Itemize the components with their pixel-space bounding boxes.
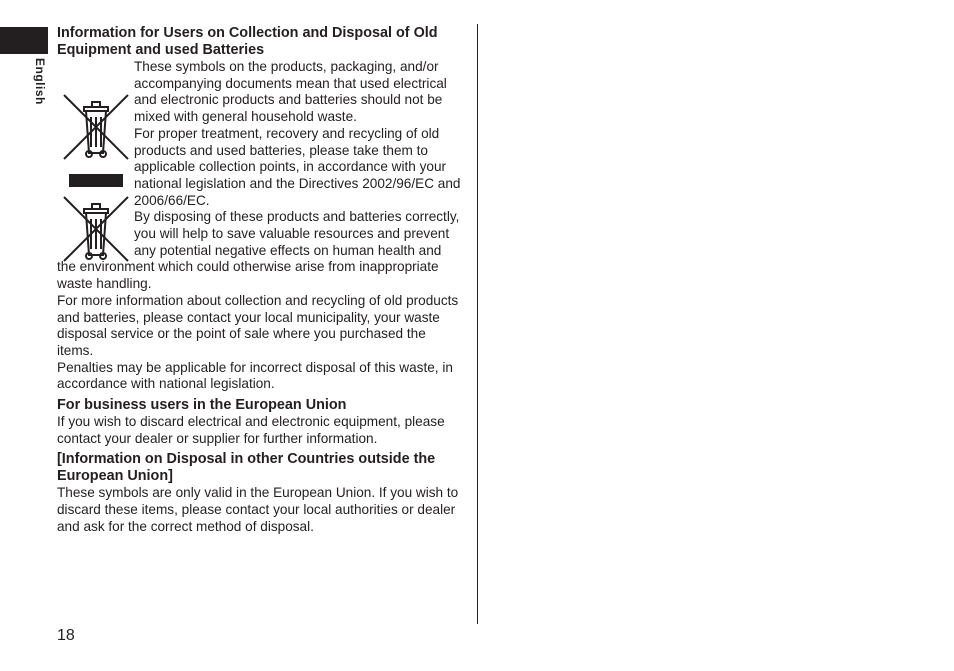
language-label: English [33,58,47,105]
paragraph: For more information about collection and recycling of old products and batteries, please contact your local municipality, your waste disposal service or the point of sale where you purchased the items. [57,292,459,358]
paragraph: By disposing of these products and batteries correctly, you will help to save valuable resources and prevent any potential negative effects on human health and the environment which could otherwise arise from inappropriate waste handling. [57,209,460,292]
paragraph: Penalties may be applicable for incorrect disposal of this waste, in accordance with national legislation. [57,359,453,392]
page-number: 18 [57,627,75,644]
language-tab [0,27,48,54]
paragraph: These symbols on the products, packaging, and/or accompanying documents mean that used electrical and electronic products and batteries should not be mixed with general household waste. [134,59,447,125]
paragraph: These symbols are only valid in the European Union. If you wish to discard these items, please contact your local authorities or dealer and ask for the correct method of disposal. [57,485,459,534]
column-divider [477,24,478,624]
paragraph: If you wish to discard electrical and electronic equipment, please contact your dealer or supplier for further information. [57,414,445,446]
main-column [57,25,462,536]
subsection-heading: [Information on Disposal in other Countries outside the European Union] [57,451,436,485]
outside-eu-section [57,451,462,535]
crossed-out-bin-icon [62,93,130,161]
section-heading: Information for Users on Collection and Disposal of Old Equipment and used Batteries [57,25,438,58]
paragraph: For proper treatment, recovery and recycling of old products and used batteries, please take them to applicable collection points, in accordance with your national legislation and the Directives 2002/96/EC and 2006/66/EC. [134,125,461,208]
disposal-symbols [57,59,134,249]
business-section [57,397,462,447]
symbol-bar [69,174,123,187]
crossed-out-bin-icon [62,195,130,263]
subsection-heading: For business users in the European Union [57,397,347,414]
